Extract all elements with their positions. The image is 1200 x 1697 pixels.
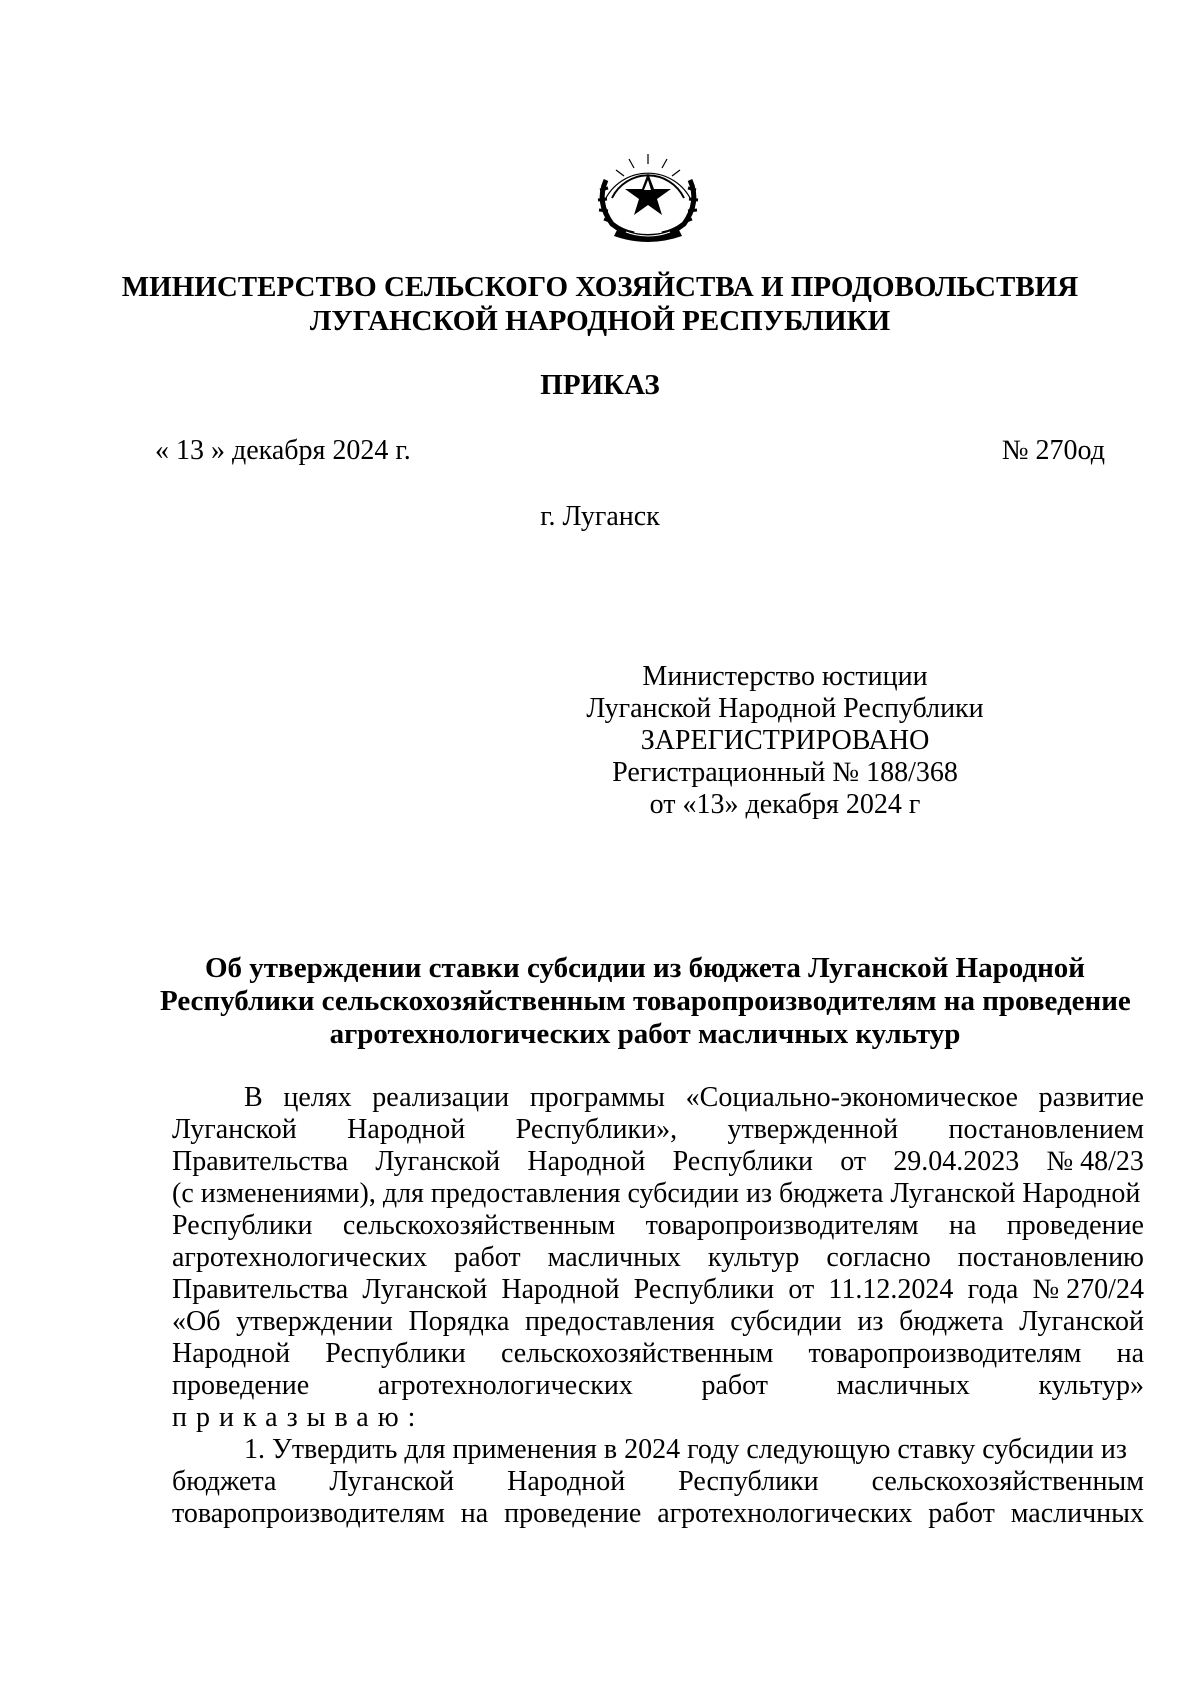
order-date: « 13 » декабря 2024 г. [155, 435, 411, 466]
ministry-name [0, 270, 1200, 338]
body-word: бюджета [172, 1466, 277, 1497]
body-word: Народной [527, 1146, 646, 1177]
body-word: Республики [172, 1210, 313, 1241]
body-word: предоставления [525, 1306, 715, 1337]
body-word: Правительства [172, 1274, 349, 1305]
body-word: № 270/24 [1032, 1274, 1144, 1305]
body-word: из [857, 1306, 884, 1337]
body-word: В [244, 1082, 263, 1113]
body-word: целях [283, 1082, 352, 1113]
body-word: масличных [836, 1370, 970, 1401]
body-line [172, 1338, 1144, 1370]
body-word: на [948, 1210, 977, 1241]
body-word: Республики», [515, 1114, 678, 1145]
body-word: Народной [507, 1466, 626, 1497]
body-word: реализации [372, 1082, 510, 1113]
body-line [172, 1082, 1144, 1114]
body-word: масличных [547, 1242, 681, 1273]
body-word: на [1116, 1338, 1144, 1369]
body-word: программы [529, 1082, 665, 1113]
body-word: 11.12.2024 [828, 1274, 954, 1305]
body-word: № 48/23 [1046, 1146, 1144, 1177]
body-word: согласно [826, 1242, 931, 1273]
body-word: Народной [501, 1274, 620, 1305]
body-word: Республики [325, 1338, 466, 1369]
body-line [172, 1370, 1144, 1402]
body-word: сельскохозяйственным [500, 1338, 774, 1369]
body-line: (с изменениями), для предоставления субсидии из бюджета Луганской Народной [172, 1178, 1141, 1209]
body-word: Луганской [362, 1274, 488, 1305]
body-word: Луганской [375, 1146, 501, 1177]
body-line [172, 1242, 1144, 1274]
order-number: № 270од [1001, 435, 1105, 466]
body-word: масличных [1010, 1498, 1144, 1529]
body-line [172, 1274, 1144, 1306]
body-word: развитие [1038, 1082, 1144, 1113]
body-word: товаропроизводителям [172, 1498, 445, 1529]
body-word: Народной [347, 1114, 466, 1145]
document-title [160, 952, 1130, 1051]
body-line [172, 1306, 1144, 1338]
body-word: агротехнологических [172, 1242, 428, 1273]
body-word: от [788, 1274, 815, 1305]
body-line [172, 1210, 1144, 1242]
body-word: агротехнологических [657, 1498, 913, 1529]
body-word: агротехнологических [377, 1370, 633, 1401]
body-word: на [460, 1498, 489, 1529]
body-word: от [840, 1146, 867, 1177]
registration-line: Министерство юстиции [642, 661, 928, 692]
body-word: 29.04.2023 [893, 1146, 1020, 1177]
body-word: постановлению [957, 1242, 1144, 1273]
document-title-line: Республики сельскохозяйственным товаропроизводителям на проведение [160, 985, 1131, 1017]
body-word: года [967, 1274, 1019, 1305]
body-word: культур [707, 1242, 800, 1273]
body-word: сельскохозяйственным [342, 1210, 616, 1241]
body-word: Народной [172, 1338, 291, 1369]
registration-line: ЗАРЕГИСТРИРОВАНО [640, 725, 930, 756]
document-title-line: агротехнологических работ масличных культур [329, 1018, 961, 1050]
body-line [172, 1146, 1144, 1178]
body-line [172, 1114, 1144, 1146]
body-word: «Социально-экономическое [685, 1082, 1018, 1113]
body-line: приказываю: [172, 1402, 425, 1433]
registration-line: Луганской Народной Республики [586, 693, 984, 724]
body-line [172, 1498, 1144, 1530]
document-body [172, 1082, 1144, 1530]
body-word: субсидии [730, 1306, 842, 1337]
body-word: Луганской [1019, 1306, 1144, 1337]
body-word: работ [928, 1498, 995, 1529]
body-word: Правительства [172, 1146, 349, 1177]
body-word: Луганской [329, 1466, 455, 1497]
body-word: утвержденной [727, 1114, 899, 1145]
ministry-name-line2: ЛУГАНСКОЙ НАРОДНОЙ РЕСПУБЛИКИ [309, 305, 891, 337]
registration-line: от «13» декабря 2024 г [649, 789, 921, 820]
lnr-coat-of-arms-icon [582, 140, 714, 244]
body-line: 1. Утвердить для применения в 2024 году следующую ставку субсидии из [244, 1434, 1127, 1465]
body-word: работ [454, 1242, 521, 1273]
order-title: ПРИКАЗ [540, 369, 660, 401]
body-word: «Об [172, 1306, 221, 1337]
body-word: товаропроизводителям [808, 1338, 1082, 1369]
body-word: работ [701, 1370, 769, 1401]
body-word: сельскохозяйственным [871, 1466, 1144, 1497]
body-word: бюджета [899, 1306, 1004, 1337]
body-word: Порядка [408, 1306, 510, 1337]
ministry-name-line1: МИНИСТЕРСТВО СЕЛЬСКОГО ХОЗЯЙСТВА И ПРОДОВОЛЬСТВИЯ [121, 271, 1079, 303]
body-word: утверждении [236, 1306, 393, 1337]
body-word: Республики [633, 1274, 775, 1305]
order-city: г. Луганск [540, 501, 660, 532]
body-word: Республики [672, 1146, 814, 1177]
body-word: постановлением [948, 1114, 1144, 1145]
registration-stamp [555, 661, 1015, 821]
registration-line: Регистрационный № 188/368 [612, 757, 958, 788]
body-word: проведение [504, 1498, 642, 1529]
body-word: Луганской [172, 1114, 297, 1145]
document-title-line: Об утверждении ставки субсидии из бюджета Луганской Народной [205, 952, 1085, 984]
body-word: Республики [678, 1466, 819, 1497]
body-word: проведение [1006, 1210, 1144, 1241]
body-word: товаропроизводителям [645, 1210, 919, 1241]
body-word: культур» [1038, 1370, 1144, 1401]
body-word: проведение [172, 1370, 310, 1401]
body-line [172, 1466, 1144, 1498]
